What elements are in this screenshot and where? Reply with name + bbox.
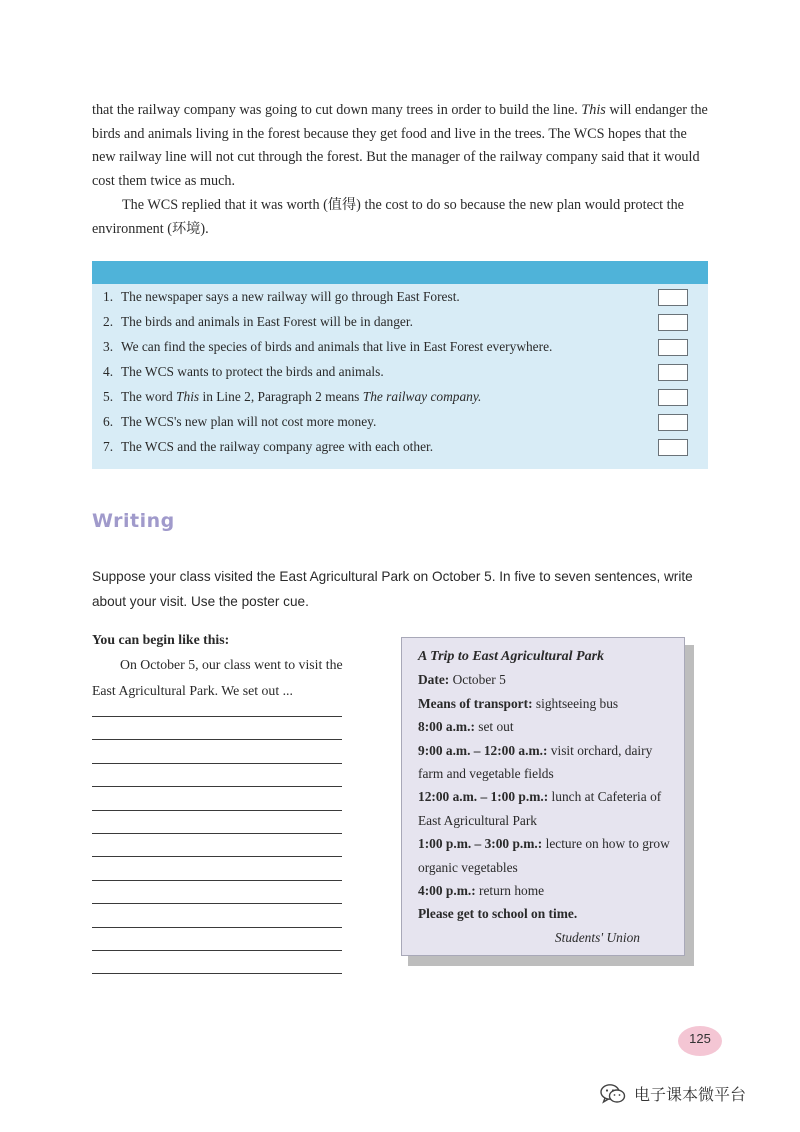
begin-label: You can begin like this: <box>92 632 230 647</box>
true-false-exercise <box>92 261 708 469</box>
schedule-time: 12:00 a.m. – 1:00 p.m.: <box>418 789 549 805</box>
watermark <box>600 1082 746 1105</box>
answer-box[interactable] <box>658 339 688 356</box>
poster-date-label: Date: <box>418 672 450 688</box>
reading-paragraph-1 <box>92 99 708 193</box>
poster-schedule-3 <box>418 785 674 832</box>
poster-schedule-4 <box>418 832 674 879</box>
writing-line[interactable] <box>92 739 342 740</box>
trip-poster <box>401 637 685 956</box>
answer-box[interactable] <box>658 389 688 406</box>
item-number: 2. <box>103 314 114 329</box>
answer-box[interactable] <box>658 364 688 381</box>
poster-schedule-5 <box>418 879 674 902</box>
schedule-activity: visit orchard, dairy farm and vegetable fields <box>418 742 653 782</box>
paragraph-1-text-a: that the railway company was going to cut down many trees in order to build the line. <box>92 102 582 118</box>
section-title-writing: Writing <box>92 510 175 532</box>
schedule-activity: lecture on how to grow organic vegetables <box>418 836 670 875</box>
item-number: 1. <box>103 289 114 304</box>
item-number: 6. <box>103 414 114 429</box>
exercise-item-4 <box>92 359 708 384</box>
exercise-item-5 <box>92 384 708 409</box>
answer-box[interactable] <box>658 289 688 306</box>
item-statement: The WCS's new plan will not cost more money. <box>121 414 377 429</box>
schedule-time: 8:00 a.m.: <box>418 719 475 735</box>
writing-instruction: Suppose your class visited the East Agricultural Park on October 5. In five to seven sentences, write about your visit. Use the poster cue. <box>92 569 693 609</box>
poster-title: A Trip to East Agricultural Park <box>418 649 605 664</box>
schedule-activity: set out <box>478 719 514 735</box>
poster-date-value: October 5 <box>452 672 506 688</box>
watermark-text: 电子课本微平台 <box>634 1085 747 1104</box>
poster-date <box>418 668 674 691</box>
poster-signature: Students' Union <box>554 929 640 945</box>
item-statement-mid: in Line 2, Paragraph 2 means <box>199 389 363 404</box>
item-statement: The birds and animals in East Forest will be in danger. <box>121 314 413 329</box>
item-statement: The WCS wants to protect the birds and animals. <box>121 364 384 379</box>
poster-schedule-1 <box>418 715 674 738</box>
poster-schedule-2 <box>418 739 674 786</box>
item-number: 4. <box>103 364 114 379</box>
answer-box[interactable] <box>658 314 688 331</box>
item-number: 7. <box>103 439 114 454</box>
item-number: 3. <box>103 339 114 354</box>
writing-line[interactable] <box>92 973 342 974</box>
item-statement: We can find the species of birds and animals that live in East Forest everywhere. <box>121 339 553 354</box>
wechat-icon <box>600 1083 626 1105</box>
poster-transport <box>418 692 674 715</box>
writing-line[interactable] <box>92 950 342 951</box>
item-emphasis-2: The railway company. <box>362 389 482 404</box>
exercise-item-2 <box>92 309 708 334</box>
exercise-item-6 <box>92 409 708 434</box>
answer-box[interactable] <box>658 414 688 431</box>
writing-line[interactable] <box>92 856 342 857</box>
page-number: 125 <box>689 1031 711 1046</box>
paragraph-1-emphasis: This <box>581 102 606 118</box>
writing-lines[interactable] <box>92 716 342 997</box>
exercise-list <box>92 284 708 459</box>
poster-note <box>418 902 674 925</box>
poster-transport-label: Means of transport: <box>418 695 533 711</box>
paragraph-1-text-b: will endanger the birds and animals living in the forest because they get food and live in the trees. The WCS hopes that the new railway line will not cut through the forest. But the manager of the railway company said that it would cost them twice as much. <box>92 102 708 189</box>
writing-line[interactable] <box>92 786 342 787</box>
poster-transport-value: sightseeing bus <box>535 695 619 711</box>
schedule-activity: return home <box>479 883 545 899</box>
writing-line[interactable] <box>92 927 342 928</box>
exercise-header-bar <box>92 261 708 284</box>
item-statement-pre: The word <box>121 389 177 404</box>
item-number: 5. <box>103 389 114 404</box>
begin-sample-text: On October 5, our class went to visit the East Agricultural Park. We set out ... <box>92 657 343 698</box>
item-statement: The newspaper says a new railway will go through East Forest. <box>121 289 460 304</box>
writing-line[interactable] <box>92 763 342 764</box>
exercise-item-7 <box>92 434 708 459</box>
exercise-item-3 <box>92 334 708 359</box>
item-statement: The WCS and the railway company agree with each other. <box>121 439 434 454</box>
schedule-time: 1:00 p.m. – 3:00 p.m.: <box>418 836 543 852</box>
writing-line[interactable] <box>92 716 342 717</box>
writing-line[interactable] <box>92 880 342 881</box>
schedule-activity: lunch at Cafeteria of East Agricultural Park <box>418 789 662 828</box>
writing-line[interactable] <box>92 833 342 834</box>
answer-box[interactable] <box>658 439 688 456</box>
schedule-time: 4:00 p.m.: <box>418 883 476 899</box>
exercise-item-1 <box>92 284 708 309</box>
writing-line[interactable] <box>92 903 342 904</box>
schedule-time: 9:00 a.m. – 12:00 a.m.: <box>418 742 548 758</box>
writing-line[interactable] <box>92 810 342 811</box>
item-emphasis-1: This <box>176 389 200 404</box>
reading-paragraph-2: The WCS replied that it was worth (值得) the cost to do so because the new plan would protect the environment (环境). <box>92 197 684 237</box>
poster-note-text: Please get to school on time. <box>418 906 578 922</box>
